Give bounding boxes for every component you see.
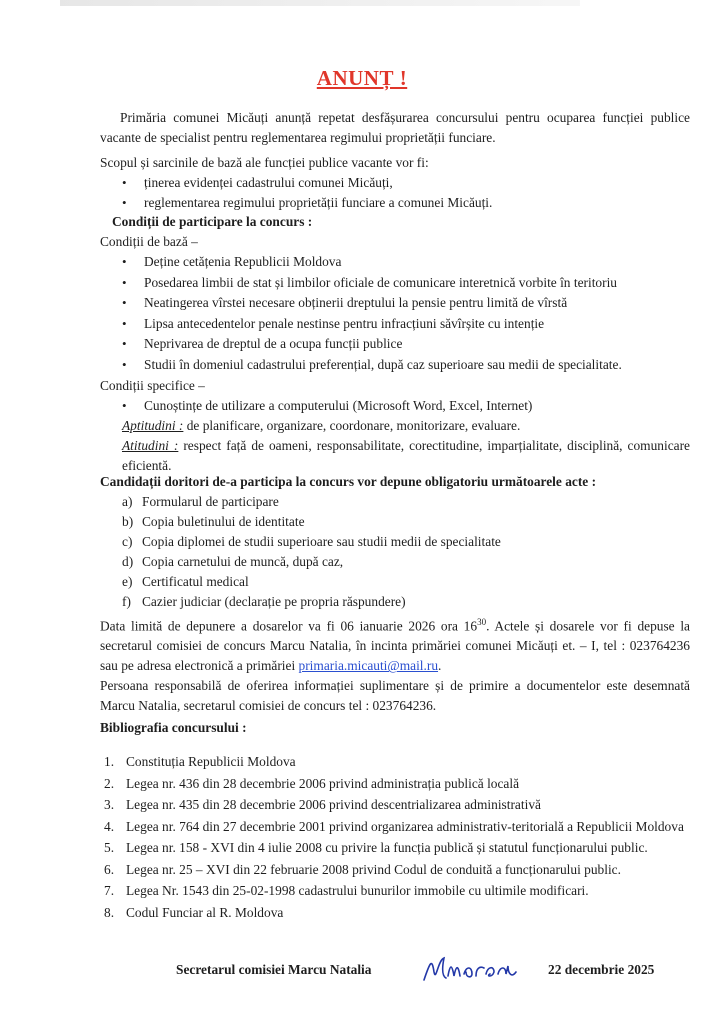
list-item: d) Copia carnetului de muncă, după caz, — [122, 554, 344, 569]
document-date: 22 decembrie 2025 — [548, 962, 655, 977]
deadline-paragraph: Data limită de depunere a dosarelor va fi 06 ianuarie 2026 ora $16^{30}$. Actele și dosarele vor fi depuse la secretarul comisiei de concurs Marcu Natalia, în incinta primăriei comunei Micăuți et. – I, tel : 023764236 sau pe adresa electronică a primăriei primaria.micauti@mail.ru. — [100, 617, 690, 674]
intro-paragraph: Primăria comunei Micăuți anunță repetat desfășurarea concursului pentru ocuparea funcției publice vacante de specialist pentru reglementarea regimului proprietății funciare. — [100, 110, 690, 145]
page-title: ANUNȚ ! — [316, 66, 408, 90]
specific-conditions-list — [100, 396, 690, 416]
list-item: f) Cazier judiciar (declarație pe propria răspundere) — [122, 594, 406, 609]
list-item: 7. Legea Nr. 1543 din 25-02-1998 cadastrului bunurilor immobile cu ultimile modificari. — [104, 883, 589, 898]
documents-heading: Candidații doritori de-a participa la concurs vor depune obligatoriu următoarele acte : — [100, 474, 597, 489]
attitudes-label: Atitudini : — [122, 437, 179, 453]
list-item: • Cunoștințe de utilizare a computerului (Microsoft Word, Excel, Internet) — [100, 396, 690, 416]
documents-list — [100, 492, 690, 612]
aptitudes-text: de planificare, organizare, coordonare, monitorizare, evaluare. — [183, 417, 521, 433]
list-item: 3. Legea nr. 435 din 28 decembrie 2006 privind descentrializarea administrativă — [104, 797, 541, 812]
list-item: 6. Legea nr. 25 – XVI din 22 februarie 2008 privind Codul de conduită a funcționarului public. — [104, 861, 621, 877]
documents-section — [100, 472, 690, 716]
list-item: 2. Legea nr. 436 din 28 decembrie 2006 privind administrația publică locală — [104, 775, 520, 791]
list-item: • Studii în domeniul cadastrului preferențial, după caz superioare sau medii de specialitate. — [100, 355, 690, 376]
footer — [176, 960, 676, 984]
scope-heading: Scopul și sarcinile de bază ale funcției publice vacante vor fi: — [100, 155, 429, 170]
list-item: 8. Codul Funciar al R. Moldova — [104, 904, 284, 920]
list-item: • Lipsa antecedentelor penale nestinse pentru infracțiuni săvîrșite cu intenție — [100, 314, 690, 335]
signature — [420, 952, 520, 992]
aptitudes-line — [100, 416, 690, 436]
list-item: • Deține cetățenia Republicii Moldova — [100, 252, 690, 273]
list-item: 4. Legea nr. 764 din 27 decembrie 2001 privind organizarea administrativ-teritorială a Republicii Moldova — [104, 818, 684, 834]
list-item: • reglementarea regimului proprietății funciare a comunei Micăuți. — [100, 193, 690, 213]
list-item: 1. Constituția Republicii Moldova — [104, 754, 296, 769]
list-item: • Neprivarea de dreptul de a ocupa funcții publice — [100, 334, 690, 355]
list-item: a) Formularul de participare — [122, 494, 279, 509]
scan-artifact — [60, 0, 580, 6]
bibliography-section — [100, 718, 690, 924]
conditions-heading: Condiții de participare la concurs : — [112, 214, 313, 229]
conditions-section — [100, 212, 690, 476]
scope-section — [100, 153, 690, 213]
contact-paragraph: Persoana responsabilă de oferirea informației suplimentare și de primire a documentelor este desemnată Marcu Natalia, secretarul comisiei de concurs tel : 023764236. — [100, 678, 690, 714]
list-item: b) Copia buletinului de identitate — [122, 514, 305, 529]
basic-conditions-list — [100, 252, 690, 376]
list-item: c) Copia diplomei de studii superioare sau studii medii de specialitate — [122, 534, 501, 549]
intro-section — [100, 108, 690, 148]
bibliography-list — [100, 752, 690, 923]
list-item: • Posedarea limbii de stat și limbilor oficiale de comunicare interetnică vorbite în teritoriu — [100, 273, 690, 294]
aptitudes-label: Aptitudini : — [122, 417, 184, 433]
attitudes-text: respect față de oameni, responsabilitate, corectitudine, imparțialitate, disciplină, comunicare eficientă. — [122, 437, 690, 473]
basic-conditions-heading: Condiții de bază – — [100, 234, 198, 249]
list-item: • Neatingerea vîrstei necesare obținerii dreptului la pensie pentru limită de vîrstă — [100, 293, 690, 314]
email-link[interactable]: primaria.micauti@mail.ru — [298, 658, 439, 674]
bibliography-heading: Bibliografia concursului : — [100, 720, 247, 735]
secretary-name: Secretarul comisiei Marcu Natalia — [176, 962, 372, 977]
list-item: e) Certificatul medical — [122, 574, 249, 589]
scope-list — [100, 173, 690, 213]
specific-conditions-heading: Condiții specifice – — [100, 377, 205, 393]
attitudes-line — [100, 436, 690, 476]
list-item: 5. Legea nr. 158 - XVI din 4 iulie 2008 cu privire la funcția publică și statutul funcționarului public. — [104, 840, 648, 855]
list-item: • ținerea evidenței cadastrului comunei Micăuți, — [100, 173, 690, 193]
signature-icon — [420, 952, 520, 986]
